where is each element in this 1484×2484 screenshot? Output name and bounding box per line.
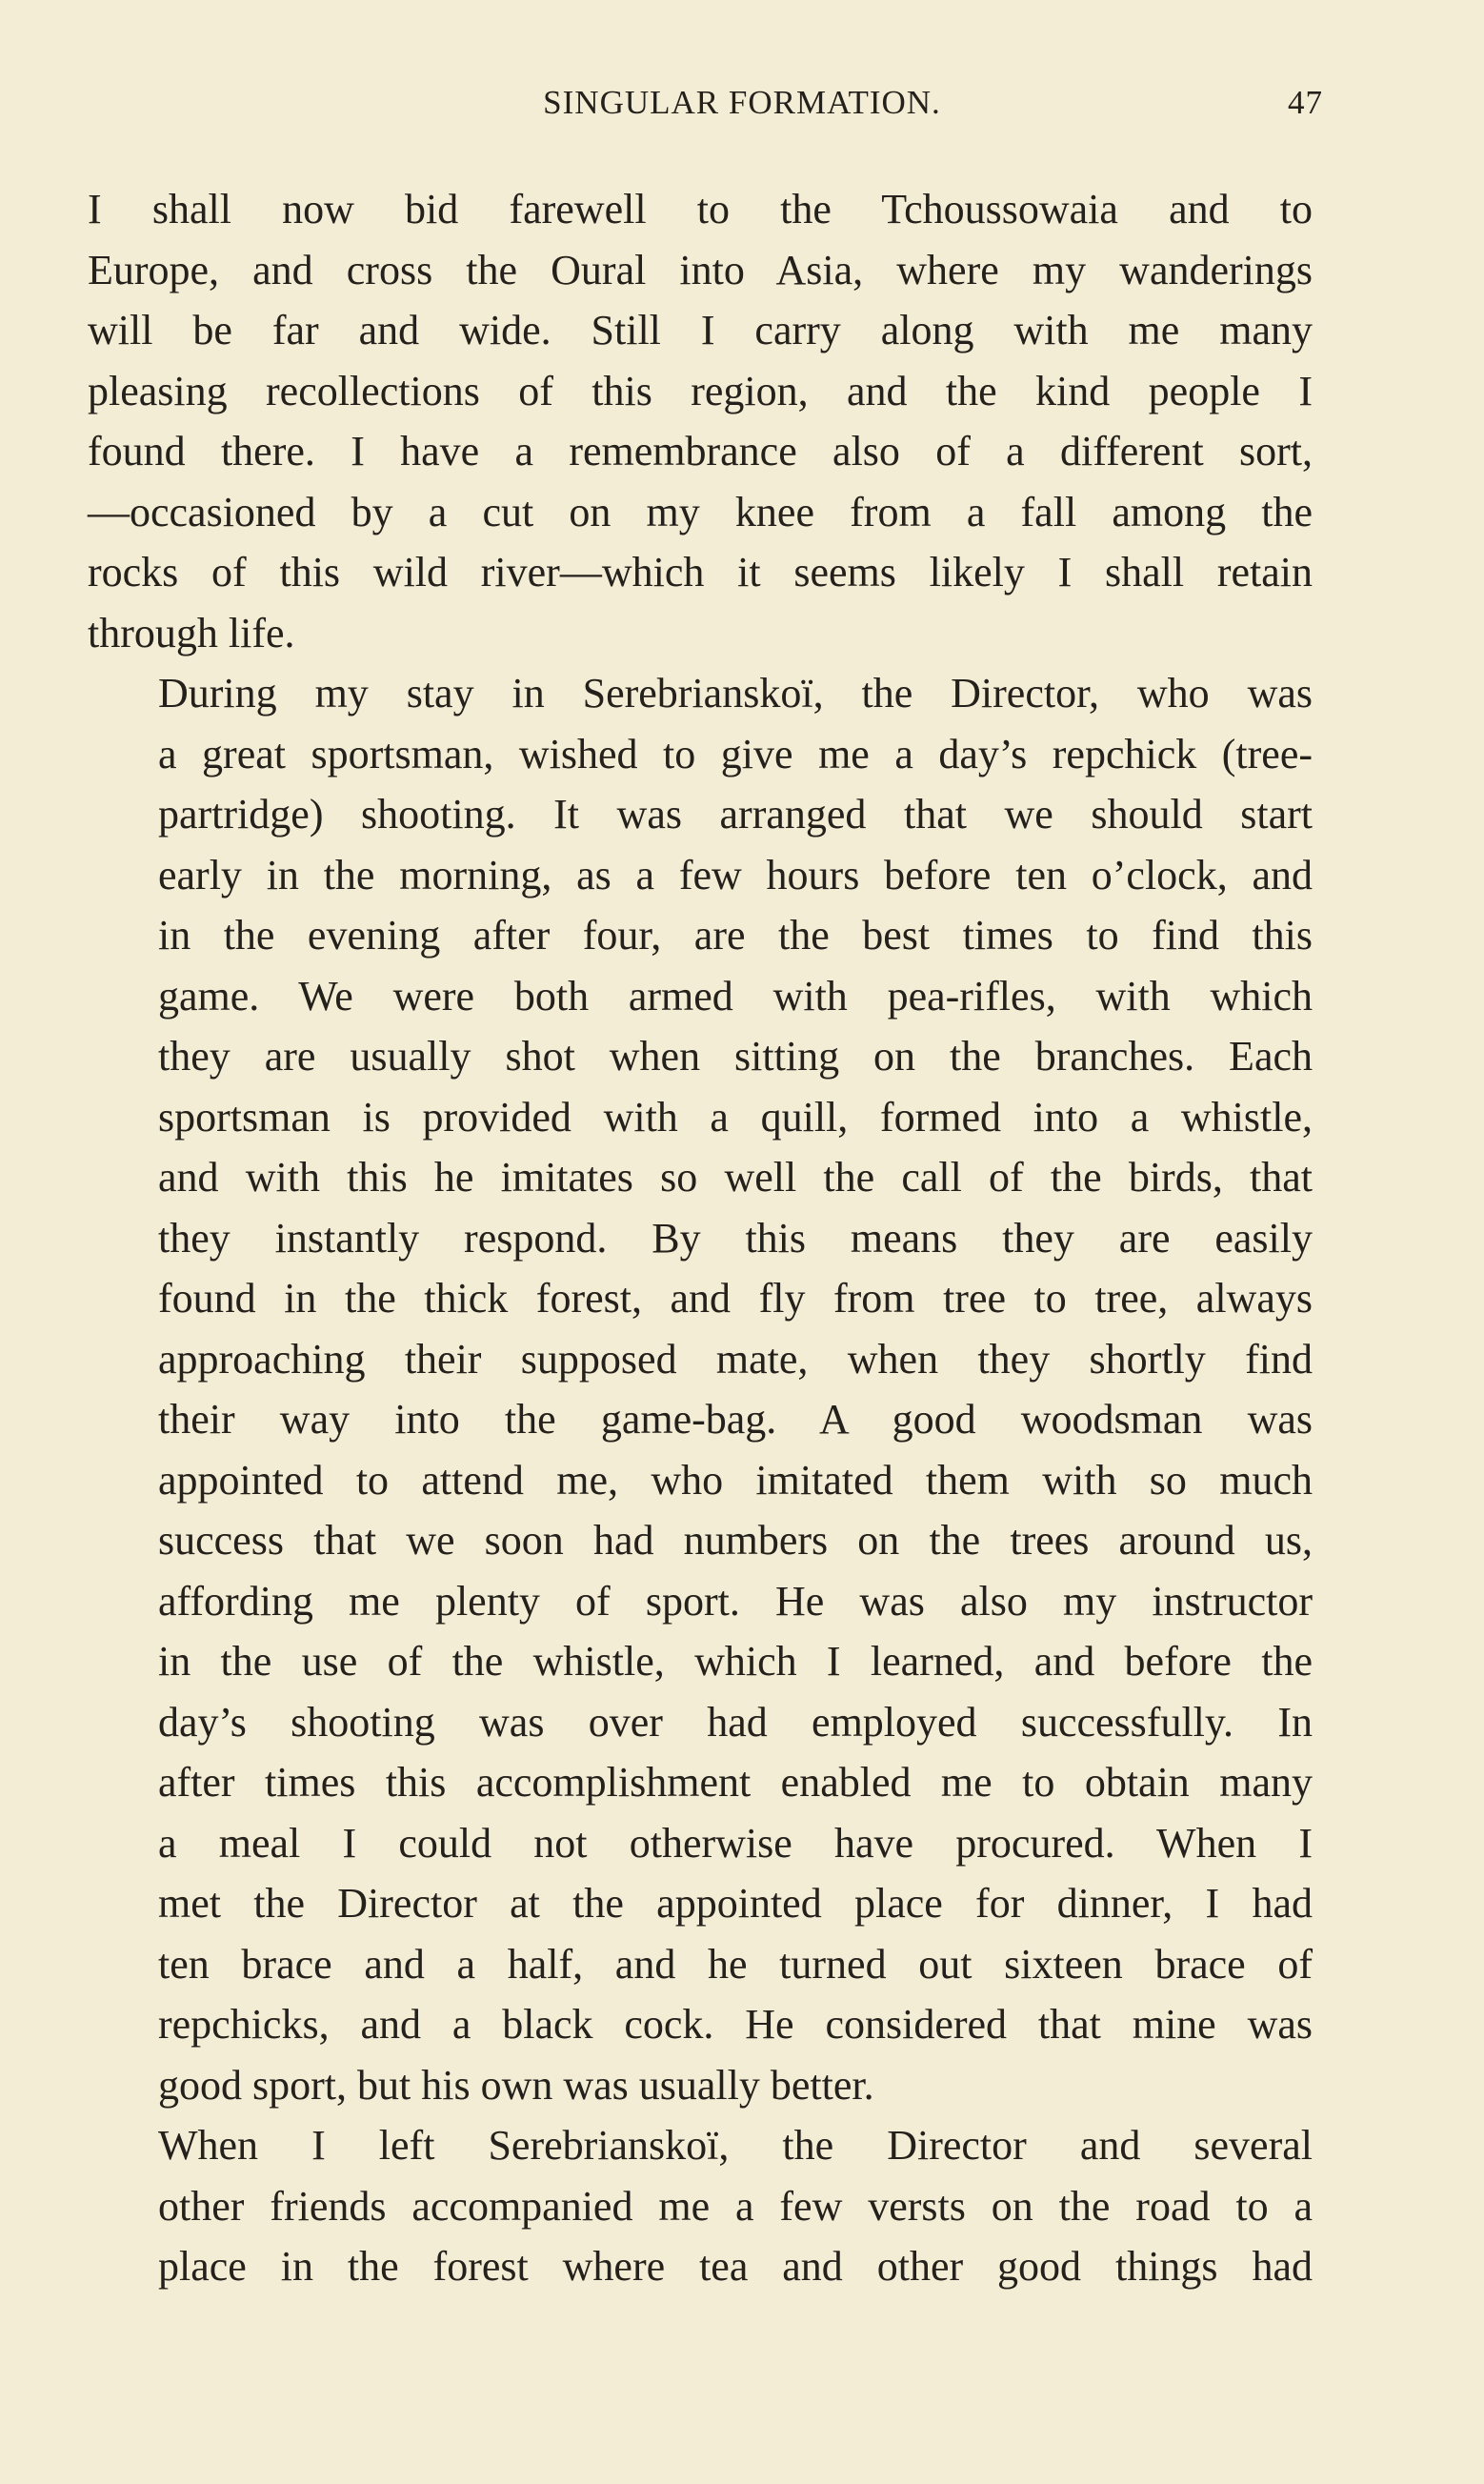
text-line: pleasing recollections of this region, and the kind people I — [88, 367, 1313, 414]
text-line: appointed to attend me, who imitated them with so much — [158, 1456, 1313, 1504]
text-line: found in the thick forest, and fly from tree to tree, always — [158, 1275, 1313, 1322]
page-number: 47 — [1288, 84, 1323, 121]
text-line: affording me plenty of sport. He was also my instructor — [158, 1577, 1313, 1625]
text-line: good sport, but his own was usually better. — [158, 2061, 874, 2109]
text-line: met the Director at the appointed place for dinner, I had — [158, 1880, 1313, 1927]
text-line: approaching their supposed mate, when they shortly find — [158, 1335, 1313, 1383]
text-line: through life. — [88, 609, 295, 656]
paragraph-1 — [88, 179, 1313, 663]
paragraph-2 — [88, 663, 1313, 2115]
text-line: When I left Serebrianskoï, the Director and several — [158, 2122, 1313, 2169]
text-line: in the use of the whistle, which I learned, and before the — [158, 1638, 1313, 1685]
text-line: game. We were both armed with pea-rifles, with which — [158, 972, 1313, 1020]
text-line: partridge) shooting. It was arranged that we should start — [158, 791, 1313, 838]
text-line: repchicks, and a black cock. He considered that mine was — [158, 2001, 1313, 2048]
paragraph-3 — [88, 2115, 1313, 2297]
text-line: after times this accomplishment enabled me to obtain many — [158, 1759, 1313, 1806]
text-line: will be far and wide. Still I carry along with me many — [88, 307, 1313, 353]
text-line: a great sportsman, wished to give me a day’s repchick (tree- — [158, 730, 1313, 778]
text-line: a meal I could not otherwise have procured. When I — [158, 1819, 1313, 1867]
text-line: —occasioned by a cut on my knee from a fall among the — [88, 488, 1313, 535]
text-line: I shall now bid farewell to the Tchoussowaia and to — [88, 186, 1313, 232]
text-line: sportsman is provided with a quill, formed into a whistle, — [158, 1093, 1313, 1141]
text-line: they are usually shot when sitting on the branches. Each — [158, 1033, 1313, 1080]
body-text — [88, 179, 1313, 2297]
text-line: ten brace and a half, and he turned out sixteen brace of — [158, 1940, 1313, 1988]
running-title: SINGULAR FORMATION. — [543, 84, 941, 121]
text-line: During my stay in Serebrianskoï, the Director, who was — [158, 670, 1313, 717]
running-header — [0, 84, 1484, 131]
text-line: their way into the game-bag. A good woodsman was — [158, 1396, 1313, 1443]
text-line: place in the forest where tea and other good things had — [158, 2243, 1313, 2290]
text-line: other friends accompanied me a few versts on the road to a — [158, 2182, 1313, 2230]
text-line: rocks of this wild river—which it seems likely I shall retain — [88, 549, 1313, 596]
text-line: success that we soon had numbers on the trees around us, — [158, 1517, 1313, 1564]
text-line: early in the morning, as a few hours before ten o’clock, and — [158, 851, 1313, 899]
text-line: in the evening after four, are the best times to find this — [158, 912, 1313, 959]
text-line: and with this he imitates so well the call of the birds, that — [158, 1154, 1313, 1201]
text-line: day’s shooting was over had employed successfully. In — [158, 1698, 1313, 1746]
text-line: found there. I have a remembrance also of a different sort, — [88, 428, 1313, 475]
text-line: they instantly respond. By this means they are easily — [158, 1214, 1313, 1262]
text-line: Europe, and cross the Oural into Asia, where my wanderings — [88, 246, 1313, 293]
